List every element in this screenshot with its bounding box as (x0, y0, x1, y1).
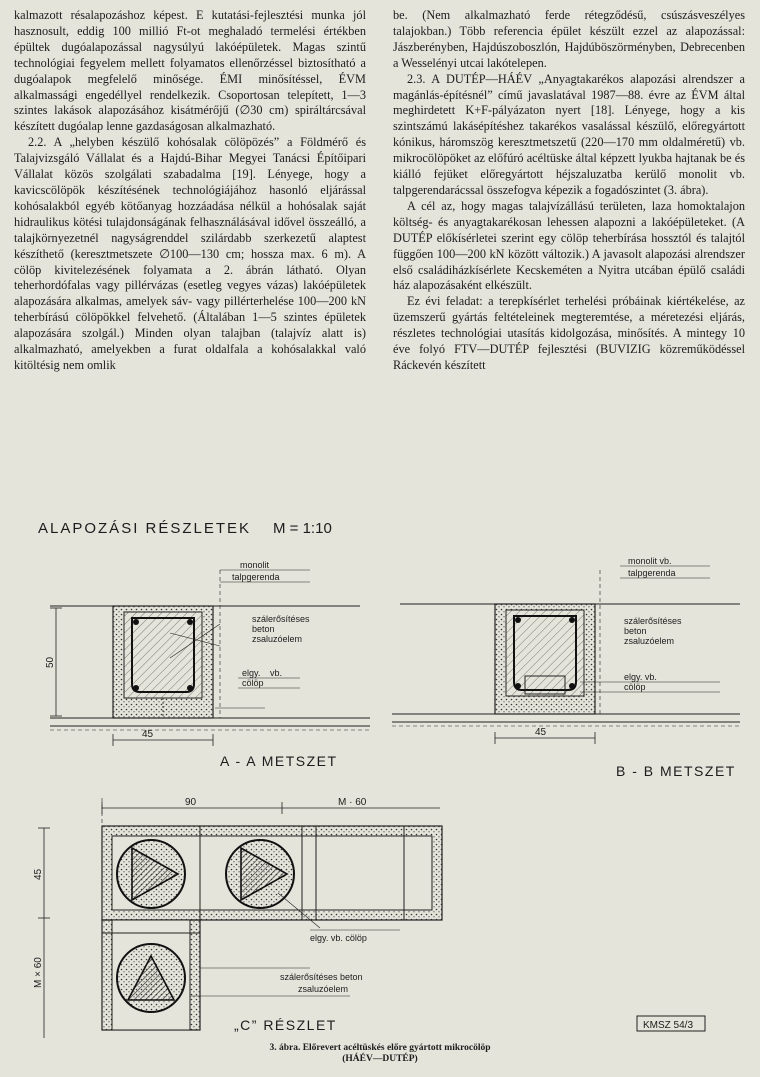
label: szálerősítéses (624, 616, 682, 626)
dim-top-m: M · 60 (338, 797, 367, 808)
label: monolit vb. (628, 556, 672, 566)
stamp: KMSZ 54/3 (643, 1020, 694, 1031)
label: vb. (270, 668, 283, 678)
paragraph: 2.2. A „helyben készülő kohósalak cölöpözés” a Földmérő és Talajvizsgáló Vállalat és a Hajdú-Bihar Megyei Tanácsi Építőipari Vállalat közös szolgálati szabadalma [19]. Lényege, hogy a kavicscölöpök készítésének technológiájához hasonló eljárással kohósalakból egyéb kötőanyag hozzáadása nélkül a hohósalak saját hidraulikus kötési tulajdonságának felhasználásával idővel összeálló, a talajkörnyezetnél nagyságrenddel szilárdabb szerkezetű alaptest készíthető (keresztmetszete ∅100—130 cm; hossza max. 6 m). A cölöp kivitelezésének folyamata a 2. ábrán látható. Olyan teherhordófalas vagy pillérvázas (esetleg vegyes vázas) lakóépületek alapozására alkalmas, amelyek sáv- vagy pillérterhelése 100—200 kN teherbírású cölöpökkel felvehető. (Általában 1—5 szintes épületek alapozására szolgál.) Minden olyan talajban (talajvíz alatt is) alkalmazható, amelyekben a furat oldalfala a kohósalakkal való kitöltésig nem omlik (14, 135, 366, 372)
paragraph: Ez évi feladat: a terepkísérlet terhelési próbáinak kiértékelése, az üzemszerű gyártás feltételeinek megteremtése, a méretezési eljárás, részletes technológiai utasítás kidolgozása, minősítés. A mintegy 10 éve folyó FTV—DUTÉP fejlesztési (BUVIZIG közreműködéssel Ráckevén készített (393, 294, 745, 372)
drawing-scale: M = 1:10 (273, 520, 332, 537)
figure-caption (0, 1043, 760, 1065)
caption-line: 3. ábra. Előrevert acéltüskés előre gyártott mikrocölöp (269, 1043, 491, 1053)
label: elgy. (242, 668, 261, 678)
dim-left-m: M × 60 (33, 957, 44, 988)
label: monolit (240, 560, 270, 570)
section-bb (392, 556, 740, 779)
caption-line: (HÁÉV—DUTÉP) (342, 1054, 418, 1064)
label: elgy. vb. (624, 672, 657, 682)
section-aa (45, 560, 370, 769)
detail-c-title: „C” RÉSZLET (234, 1017, 337, 1033)
label: talpgerenda (232, 572, 280, 582)
section-bb-title: B - B METSZET (616, 763, 736, 779)
label: elgy. vb. cölöp (310, 933, 367, 943)
right-text-column (393, 8, 745, 374)
label: beton (624, 626, 647, 636)
label: cölöp (624, 682, 646, 692)
paragraph: kalmazott résalapozáshoz képest. E kutatási-fejlesztési munka jól hasznosult, eddig 100 millió Ft-ot meghaladó termelési értékben épültek dugóalapozással nagysúlyú lakóépületek. Magas szintű technológiai fegyelem mellett folyamatos ellenőrzéssel biztosítható a dugóalapok megfelelő minősége. ÉMI minősítéssel, ÉVM alkalmassági engedéllyel rendelkezik. Csoportosan telepített, 1—3 szintes lakások alapozásához kisátmérőjű (∅30 cm) spiráltárcsával készített dugóalap lenne gazdaságosan alkalmazható. (14, 8, 366, 134)
dim-height-aa: 50 (45, 656, 56, 668)
label: cölöp (242, 678, 264, 688)
paragraph: be. (Nem alkalmazható ferde rétegződésű, csúszásveszélyes talajokban.) Több referencia épület készült ezzel az alapozással: Jászberényben, Hajdúszoboszlón, Hajdúböszörményben, Debrecenben a Wesselényi utcai lakótelepen. (393, 8, 745, 70)
label: zsaluzóelem (298, 984, 349, 994)
label: szálerősítéses beton (280, 972, 363, 982)
label: zsaluzóelem (624, 636, 675, 646)
dim-width-bb: 45 (535, 727, 547, 738)
label: talpgerenda (628, 568, 676, 578)
section-aa-title: A - A METSZET (220, 753, 338, 769)
drawing-title: ALAPOZÁSI RÉSZLETEK (38, 520, 252, 537)
dim-left: 45 (33, 868, 44, 880)
dim-top: 90 (185, 797, 197, 808)
left-text-column (14, 8, 366, 374)
paragraph: A cél az, hogy magas talajvízállású területen, laza homoktalajon költség- és anyagtakarékosan lehessen alapozni a lakóépületeket. (A DUTÉP előkísérletei szerint egy cölöp teherbírása hossztól és talajtól függően 100—200 kN között változik.) A javasolt alapozási alrendszer első családiházkísérlete Kecskeméten a Nyitra utcában épülő családi ház alapozásaként elkészült. (393, 198, 745, 293)
label: szálerősítéses (252, 614, 310, 624)
detail-c (33, 797, 442, 1038)
paragraph: 2.3. A DUTÉP—HÁÉV „Anyagtakarékos alapozási alrendszer a magánlás-építésnél” című javaslatával 1987—88. évre az ÉVM által meghirdetett K+F-pályázaton nyert [18]. Lényege, hogy a kis szintszámú lakásépítéshez takarékos vasalással készülő, előregyártott kónikus, háromszög keresztmetszetű (220—170 mm oldalméretű) vb. mikrocölöpöket az előfúró acéltüske által képzett lyukba hajtanak be és kiálló fejüket előregyártott héjszaluzatba kerülő monolit vb. talpgerendarácssal összefogva képezik a fogadószintet (3. ábra). (393, 71, 745, 197)
technical-drawing (20, 508, 745, 1043)
label: beton (252, 624, 275, 634)
dim-width-aa: 45 (142, 729, 154, 740)
label: zsaluzóelem (252, 634, 303, 644)
